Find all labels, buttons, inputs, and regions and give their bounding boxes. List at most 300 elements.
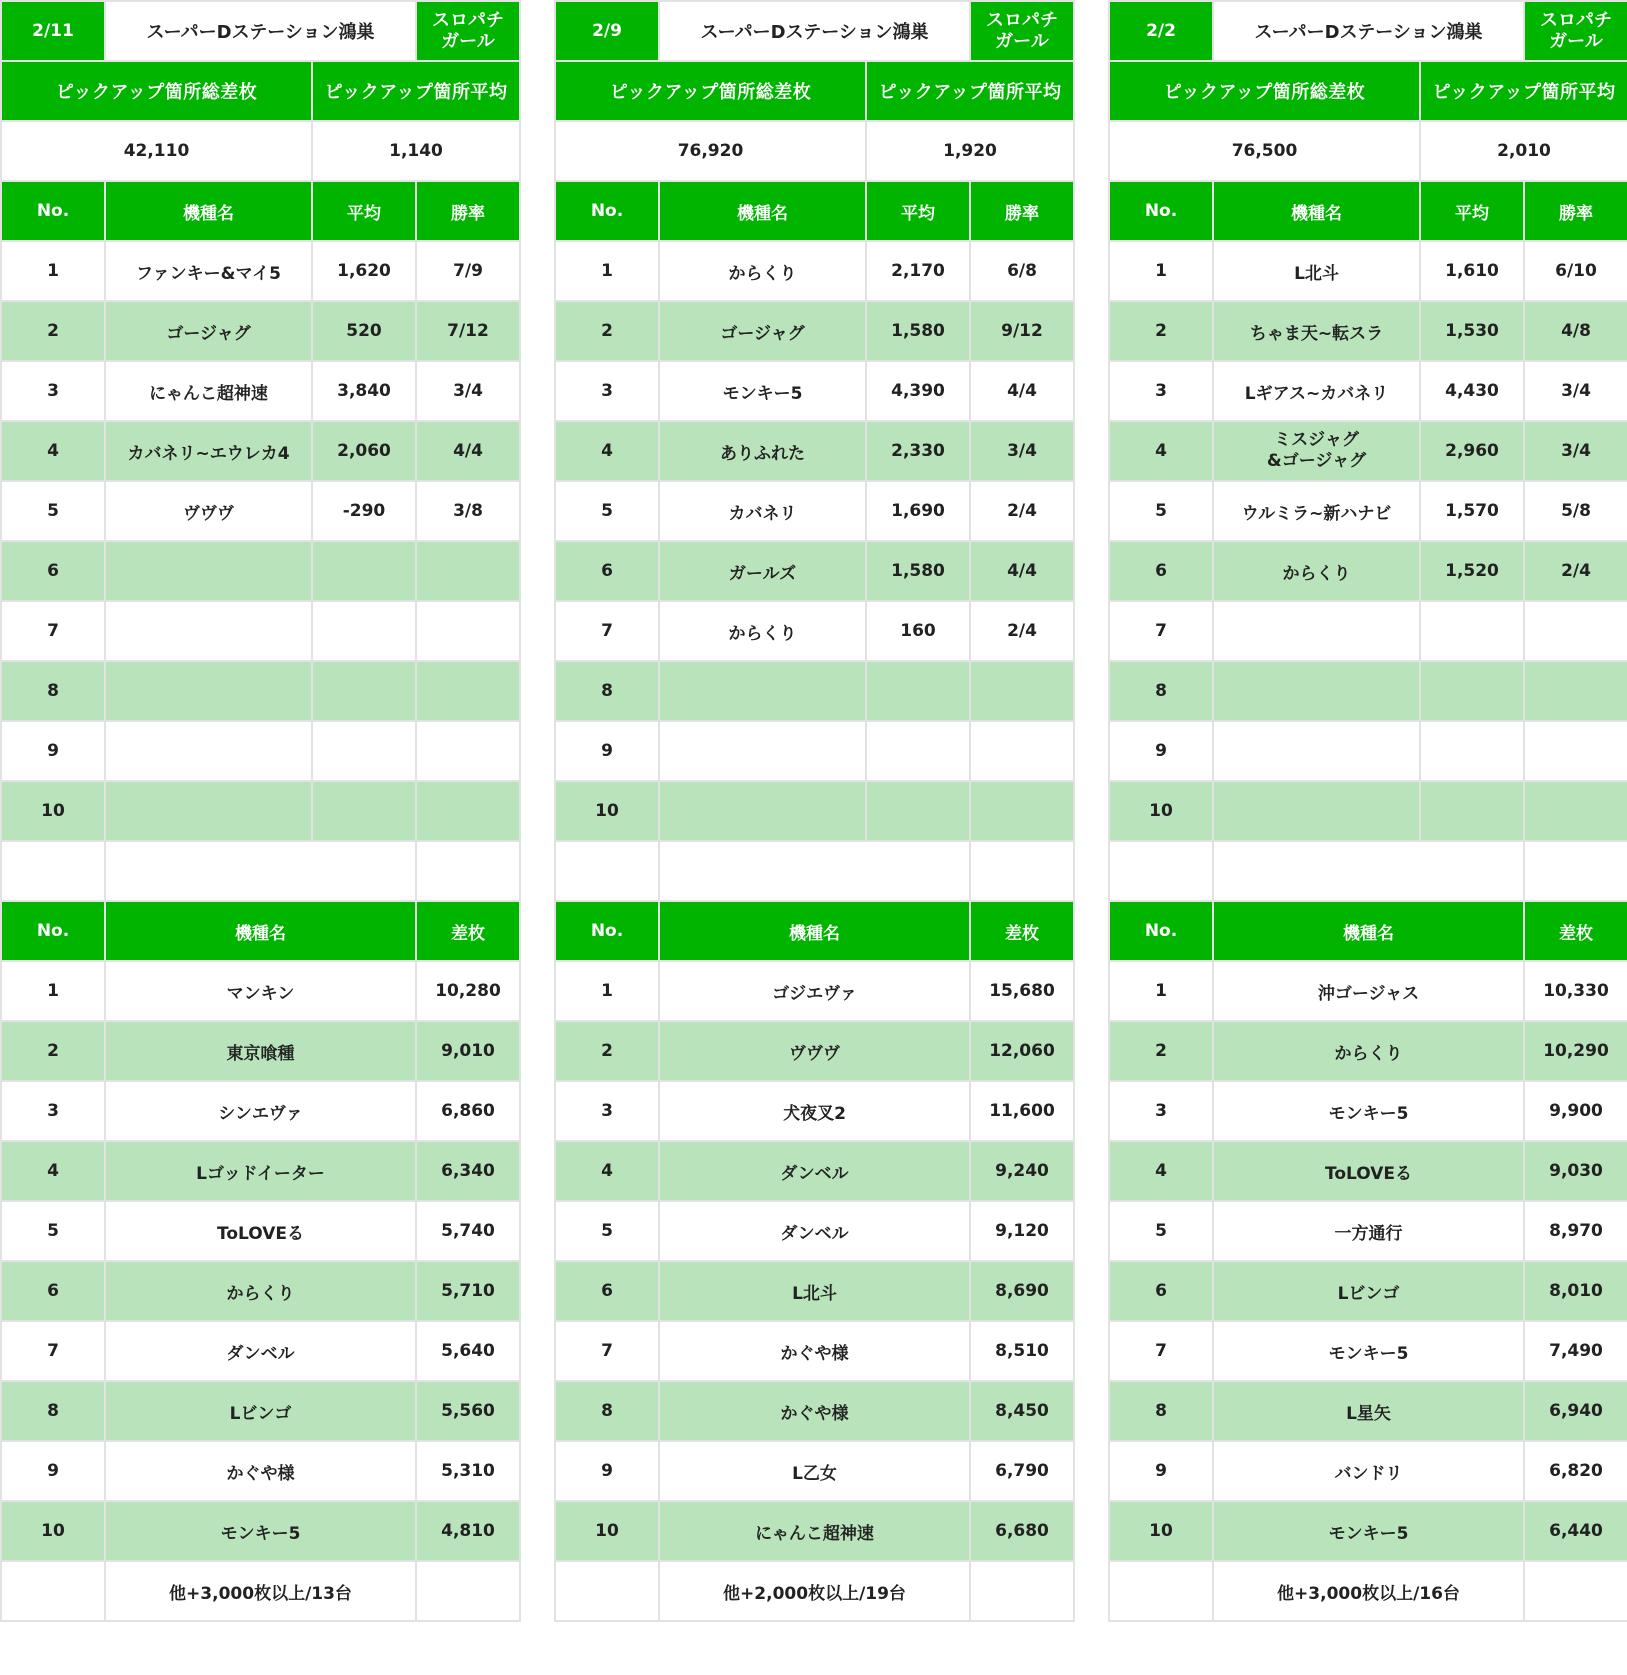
- footer-blank: [416, 1561, 520, 1621]
- table-row: [1109, 1021, 1627, 1081]
- machine-name: ToLOVEる: [105, 1201, 416, 1261]
- rank-number: 1: [1, 961, 105, 1021]
- report-panel-2-2: [1108, 0, 1627, 1622]
- diff-value: 8,690: [970, 1261, 1074, 1321]
- machine-name: モンキー5: [105, 1501, 416, 1561]
- diff-value: 5,310: [416, 1441, 520, 1501]
- table-row: [1, 361, 520, 421]
- pickup-total-header: ピックアップ箇所総差枚: [555, 61, 866, 121]
- footer-blank: [970, 1561, 1074, 1621]
- spacer-cell: [1, 841, 105, 901]
- rank-number: 10: [1109, 1501, 1213, 1561]
- machine-name: からくり: [1213, 1021, 1524, 1081]
- machine-name: かぐや様: [105, 1441, 416, 1501]
- win-rate-value: 5/8: [1524, 481, 1627, 541]
- table-row: [555, 901, 1074, 961]
- machine-name: ToLOVEる: [1213, 1141, 1524, 1201]
- diff-header: 差枚: [1524, 901, 1627, 961]
- table-row: [1, 1321, 520, 1381]
- average-header: 平均: [1420, 181, 1524, 241]
- diff-value: 10,280: [416, 961, 520, 1021]
- average-value: 2,060: [312, 421, 416, 481]
- win-rate-value: 2/4: [1524, 541, 1627, 601]
- table-row: [555, 1, 1074, 61]
- win-rate-value: [1524, 781, 1627, 841]
- footer-blank: [1, 1561, 105, 1621]
- row-number: 2: [555, 301, 659, 361]
- win-rate-header: 勝率: [970, 181, 1074, 241]
- table-row: [1, 1081, 520, 1141]
- table-row: [1109, 1441, 1627, 1501]
- win-rate-value: [1524, 661, 1627, 721]
- table-row: [1109, 1381, 1627, 1441]
- average-value: -290: [312, 481, 416, 541]
- table-row: [1, 1261, 520, 1321]
- spacer-cell: [1524, 841, 1627, 901]
- source-tag-line-1: スロパチ: [432, 10, 504, 31]
- machine-name: L星矢: [1213, 1381, 1524, 1441]
- table-row: [555, 1261, 1074, 1321]
- row-number: 8: [555, 661, 659, 721]
- diff-value: 6,940: [1524, 1381, 1627, 1441]
- rank-number: 7: [555, 1321, 659, 1381]
- report-panel-2-9: [554, 0, 1073, 1622]
- row-number: 4: [1109, 421, 1213, 481]
- row-number: 3: [1, 361, 105, 421]
- pickup-average-header: ピックアップ箇所平均: [312, 61, 520, 121]
- table-row: [1109, 181, 1627, 241]
- pickup-total-header: ピックアップ箇所総差枚: [1, 61, 312, 121]
- table-row: [555, 961, 1074, 1021]
- diff-value: 8,970: [1524, 1201, 1627, 1261]
- win-rate-value: 2/4: [970, 601, 1074, 661]
- table-row: [1, 1561, 520, 1621]
- date-cell: 2/9: [555, 1, 659, 61]
- machine-name: モンキー5: [1213, 1321, 1524, 1381]
- average-value: 1,610: [1420, 241, 1524, 301]
- average-value: 1,580: [866, 541, 970, 601]
- average-value: [312, 781, 416, 841]
- machine-name: L北斗: [659, 1261, 970, 1321]
- average-value: [1420, 781, 1524, 841]
- row-number: 6: [1, 541, 105, 601]
- average-header: 平均: [866, 181, 970, 241]
- date-cell: 2/11: [1, 1, 105, 61]
- machine-name-line-1: ミスジャグ: [1274, 430, 1359, 450]
- row-number: 9: [1, 721, 105, 781]
- table-row: [555, 1141, 1074, 1201]
- rank-number: 8: [555, 1381, 659, 1441]
- row-number: 4: [555, 421, 659, 481]
- table-row: [1109, 1501, 1627, 1561]
- win-rate-value: [416, 721, 520, 781]
- machine-name: Lゴッドイーター: [105, 1141, 416, 1201]
- machine-name: モンキー5: [1213, 1081, 1524, 1141]
- machine-name: ダンベル: [659, 1201, 970, 1261]
- table-row: [1, 181, 520, 241]
- diff-value: 6,340: [416, 1141, 520, 1201]
- rank-number: 9: [1109, 1441, 1213, 1501]
- rank-number: 1: [1109, 961, 1213, 1021]
- table-row: [1, 121, 520, 181]
- table-row: [1109, 1561, 1627, 1621]
- table-row: [1, 841, 520, 901]
- footer-blank: [1524, 1561, 1627, 1621]
- machine-name: [1213, 661, 1420, 721]
- machine-name: ありふれた: [659, 421, 866, 481]
- win-rate-value: [970, 781, 1074, 841]
- spacer-cell: [416, 841, 520, 901]
- win-rate-value: [1524, 601, 1627, 661]
- win-rate-value: [1524, 721, 1627, 781]
- average-value: 2,960: [1420, 421, 1524, 481]
- no-header: No.: [1, 181, 105, 241]
- source-tag-line-2: ガール: [995, 31, 1049, 52]
- average-value: [866, 781, 970, 841]
- machine-name: [105, 601, 312, 661]
- machine-header: 機種名: [659, 901, 970, 961]
- report-table: [554, 0, 1075, 1622]
- rank-number: 6: [1, 1261, 105, 1321]
- store-name: スーパーDステーション鴻巣: [105, 1, 416, 61]
- table-row: [555, 1081, 1074, 1141]
- table-row: [1109, 301, 1627, 361]
- win-rate-value: 4/4: [416, 421, 520, 481]
- average-value: [1420, 661, 1524, 721]
- table-row: [1, 1021, 520, 1081]
- pickup-average-header: ピックアップ箇所平均: [1420, 61, 1627, 121]
- diff-value: 6,860: [416, 1081, 520, 1141]
- machine-name: [1213, 601, 1420, 661]
- table-row: [1109, 1321, 1627, 1381]
- table-row: [555, 841, 1074, 901]
- diff-value: 8,510: [970, 1321, 1074, 1381]
- pickup-total-value: 76,500: [1109, 121, 1420, 181]
- footer-note: 他+2,000枚以上/19台: [659, 1561, 970, 1621]
- diff-value: 9,900: [1524, 1081, 1627, 1141]
- rank-number: 8: [1, 1381, 105, 1441]
- average-value: 1,570: [1420, 481, 1524, 541]
- source-tag-line-1: スロパチ: [986, 10, 1058, 31]
- rank-number: 2: [1, 1021, 105, 1081]
- average-value: [866, 721, 970, 781]
- win-rate-value: 4/4: [970, 361, 1074, 421]
- pickup-total-value: 42,110: [1, 121, 312, 181]
- table-row: [555, 1441, 1074, 1501]
- machine-name: かぐや様: [659, 1381, 970, 1441]
- win-rate-value: 3/4: [1524, 361, 1627, 421]
- footer-note: 他+3,000枚以上/16台: [1213, 1561, 1524, 1621]
- diff-value: 9,030: [1524, 1141, 1627, 1201]
- table-row: [555, 541, 1074, 601]
- rank-number: 9: [1, 1441, 105, 1501]
- machine-name: ダンベル: [659, 1141, 970, 1201]
- row-number: 7: [1109, 601, 1213, 661]
- machine-name: モンキー5: [659, 361, 866, 421]
- table-row: [1109, 781, 1627, 841]
- average-value: 1,620: [312, 241, 416, 301]
- footer-note: 他+3,000枚以上/13台: [105, 1561, 416, 1621]
- average-value: 1,690: [866, 481, 970, 541]
- average-value: [1420, 601, 1524, 661]
- machine-name: ヴヴヴ: [105, 481, 312, 541]
- rank-number: 4: [1, 1141, 105, 1201]
- table-row: [1, 481, 520, 541]
- machine-name: シンエヴァ: [105, 1081, 416, 1141]
- table-row: [555, 421, 1074, 481]
- machine-name: ゴージャグ: [105, 301, 312, 361]
- diff-value: 11,600: [970, 1081, 1074, 1141]
- table-row: [1109, 841, 1627, 901]
- diff-header: 差枚: [416, 901, 520, 961]
- machine-name: ゴジエヴァ: [659, 961, 970, 1021]
- win-rate-value: 3/8: [416, 481, 520, 541]
- machine-name: [659, 661, 866, 721]
- diff-value: 6,440: [1524, 1501, 1627, 1561]
- diff-value: 6,820: [1524, 1441, 1627, 1501]
- machine-name: カバネリ: [659, 481, 866, 541]
- win-rate-value: 7/12: [416, 301, 520, 361]
- pickup-average-value: 2,010: [1420, 121, 1627, 181]
- machine-name: ダンベル: [105, 1321, 416, 1381]
- no-header: No.: [1, 901, 105, 961]
- machine-name: L乙女: [659, 1441, 970, 1501]
- win-rate-value: 7/9: [416, 241, 520, 301]
- row-number: 6: [555, 541, 659, 601]
- win-rate-value: [416, 781, 520, 841]
- machine-name: にゃんこ超神速: [105, 361, 312, 421]
- spacer-cell: [1109, 841, 1213, 901]
- store-name: スーパーDステーション鴻巣: [659, 1, 970, 61]
- table-row: [1109, 541, 1627, 601]
- machine-name: 犬夜叉2: [659, 1081, 970, 1141]
- no-header: No.: [1109, 181, 1213, 241]
- machine-header: 機種名: [105, 181, 312, 241]
- rank-number: 1: [555, 961, 659, 1021]
- rank-number: 8: [1109, 1381, 1213, 1441]
- average-value: 520: [312, 301, 416, 361]
- table-row: [1109, 481, 1627, 541]
- diff-value: 6,680: [970, 1501, 1074, 1561]
- diff-header: 差枚: [970, 901, 1074, 961]
- table-row: [555, 721, 1074, 781]
- machine-name: [1213, 421, 1420, 481]
- rank-number: 4: [555, 1141, 659, 1201]
- source-tag-line-2: ガール: [1549, 31, 1603, 52]
- diff-value: 9,240: [970, 1141, 1074, 1201]
- machine-name: [105, 541, 312, 601]
- average-value: [1420, 721, 1524, 781]
- win-rate-value: 3/4: [1524, 421, 1627, 481]
- table-row: [1, 661, 520, 721]
- row-number: 5: [1, 481, 105, 541]
- table-row: [1109, 961, 1627, 1021]
- source-tag-line-1: スロパチ: [1540, 10, 1612, 31]
- table-row: [555, 361, 1074, 421]
- average-value: 3,840: [312, 361, 416, 421]
- rank-number: 7: [1109, 1321, 1213, 1381]
- win-rate-value: [970, 661, 1074, 721]
- machine-name: 東京喰種: [105, 1021, 416, 1081]
- row-number: 5: [555, 481, 659, 541]
- row-number: 1: [555, 241, 659, 301]
- average-value: 4,430: [1420, 361, 1524, 421]
- diff-value: 12,060: [970, 1021, 1074, 1081]
- table-row: [1109, 121, 1627, 181]
- spacer-cell: [105, 841, 416, 901]
- average-value: [312, 661, 416, 721]
- machine-name: L北斗: [1213, 241, 1420, 301]
- store-name: スーパーDステーション鴻巣: [1213, 1, 1524, 61]
- table-row: [1, 901, 520, 961]
- table-row: [1109, 1261, 1627, 1321]
- machine-name: ちゃま天~転スラ: [1213, 301, 1420, 361]
- machine-name: からくり: [659, 601, 866, 661]
- win-rate-value: 4/4: [970, 541, 1074, 601]
- rank-number: 10: [1, 1501, 105, 1561]
- table-row: [555, 1201, 1074, 1261]
- row-number: 8: [1109, 661, 1213, 721]
- diff-value: 9,010: [416, 1021, 520, 1081]
- no-header: No.: [1109, 901, 1213, 961]
- table-row: [1109, 361, 1627, 421]
- pickup-total-header: ピックアップ箇所総差枚: [1109, 61, 1420, 121]
- average-header: 平均: [312, 181, 416, 241]
- diff-value: 10,290: [1524, 1021, 1627, 1081]
- source-tag: [970, 1, 1074, 61]
- win-rate-value: 6/10: [1524, 241, 1627, 301]
- table-row: [555, 1381, 1074, 1441]
- machine-name: からくり: [105, 1261, 416, 1321]
- machine-header: 機種名: [1213, 901, 1524, 961]
- spacer-cell: [1213, 841, 1524, 901]
- win-rate-value: 9/12: [970, 301, 1074, 361]
- table-row: [1, 781, 520, 841]
- win-rate-value: [416, 601, 520, 661]
- machine-name: [659, 781, 866, 841]
- rank-number: 9: [555, 1441, 659, 1501]
- table-row: [1109, 901, 1627, 961]
- win-rate-value: [416, 661, 520, 721]
- rank-number: 2: [1109, 1021, 1213, 1081]
- diff-value: 9,120: [970, 1201, 1074, 1261]
- no-header: No.: [555, 901, 659, 961]
- date-cell: 2/2: [1109, 1, 1213, 61]
- machine-name: Lビンゴ: [105, 1381, 416, 1441]
- machine-name: [1213, 781, 1420, 841]
- machine-name: マンキン: [105, 961, 416, 1021]
- win-rate-header: 勝率: [1524, 181, 1627, 241]
- row-number: 4: [1, 421, 105, 481]
- average-value: 1,530: [1420, 301, 1524, 361]
- diff-value: 10,330: [1524, 961, 1627, 1021]
- table-row: [1, 1381, 520, 1441]
- table-row: [555, 61, 1074, 121]
- row-number: 2: [1109, 301, 1213, 361]
- rank-number: 4: [1109, 1141, 1213, 1201]
- diff-value: 15,680: [970, 961, 1074, 1021]
- machine-name: からくり: [659, 241, 866, 301]
- pickup-average-header: ピックアップ箇所平均: [866, 61, 1074, 121]
- rank-number: 6: [1109, 1261, 1213, 1321]
- table-row: [555, 301, 1074, 361]
- table-row: [1109, 421, 1627, 481]
- table-row: [1, 1441, 520, 1501]
- machine-name: [105, 721, 312, 781]
- row-number: 8: [1, 661, 105, 721]
- source-tag: [1524, 1, 1627, 61]
- table-row: [1109, 721, 1627, 781]
- spacer-cell: [659, 841, 970, 901]
- row-number: 3: [1109, 361, 1213, 421]
- machine-name: にゃんこ超神速: [659, 1501, 970, 1561]
- row-number: 10: [1109, 781, 1213, 841]
- rank-number: 5: [1, 1201, 105, 1261]
- table-row: [1, 1141, 520, 1201]
- win-rate-value: 3/4: [416, 361, 520, 421]
- win-rate-value: [416, 541, 520, 601]
- pickup-average-value: 1,140: [312, 121, 520, 181]
- table-row: [1, 1, 520, 61]
- machine-name: かぐや様: [659, 1321, 970, 1381]
- table-row: [555, 1501, 1074, 1561]
- table-row: [1, 61, 520, 121]
- average-value: 1,520: [1420, 541, 1524, 601]
- machine-name: [1213, 721, 1420, 781]
- machine-name: ゴージャグ: [659, 301, 866, 361]
- diff-value: 5,560: [416, 1381, 520, 1441]
- table-row: [555, 121, 1074, 181]
- machine-name: 一方通行: [1213, 1201, 1524, 1261]
- win-rate-value: 6/8: [970, 241, 1074, 301]
- table-row: [555, 661, 1074, 721]
- diff-value: 5,640: [416, 1321, 520, 1381]
- rank-number: 2: [555, 1021, 659, 1081]
- table-row: [555, 1021, 1074, 1081]
- rank-number: 5: [1109, 1201, 1213, 1261]
- average-value: [312, 541, 416, 601]
- diff-value: 7,490: [1524, 1321, 1627, 1381]
- rank-number: 3: [1109, 1081, 1213, 1141]
- machine-header: 機種名: [105, 901, 416, 961]
- rank-number: 10: [555, 1501, 659, 1561]
- win-rate-value: 3/4: [970, 421, 1074, 481]
- table-row: [1109, 1141, 1627, 1201]
- table-row: [1, 421, 520, 481]
- table-row: [555, 1321, 1074, 1381]
- pickup-average-value: 1,920: [866, 121, 1074, 181]
- table-row: [555, 481, 1074, 541]
- machine-name: ファンキー&マイ5: [105, 241, 312, 301]
- machine-name: 沖ゴージャス: [1213, 961, 1524, 1021]
- row-number: 7: [555, 601, 659, 661]
- machine-name: からくり: [1213, 541, 1420, 601]
- machine-name: ガールズ: [659, 541, 866, 601]
- footer-blank: [1109, 1561, 1213, 1621]
- diff-value: 5,710: [416, 1261, 520, 1321]
- table-row: [1109, 1081, 1627, 1141]
- spacer-cell: [970, 841, 1074, 901]
- average-value: 160: [866, 601, 970, 661]
- average-value: [312, 721, 416, 781]
- row-number: 6: [1109, 541, 1213, 601]
- spacer-cell: [555, 841, 659, 901]
- table-row: [1, 721, 520, 781]
- table-row: [555, 181, 1074, 241]
- machine-name: [105, 661, 312, 721]
- table-row: [1109, 61, 1627, 121]
- win-rate-value: 4/8: [1524, 301, 1627, 361]
